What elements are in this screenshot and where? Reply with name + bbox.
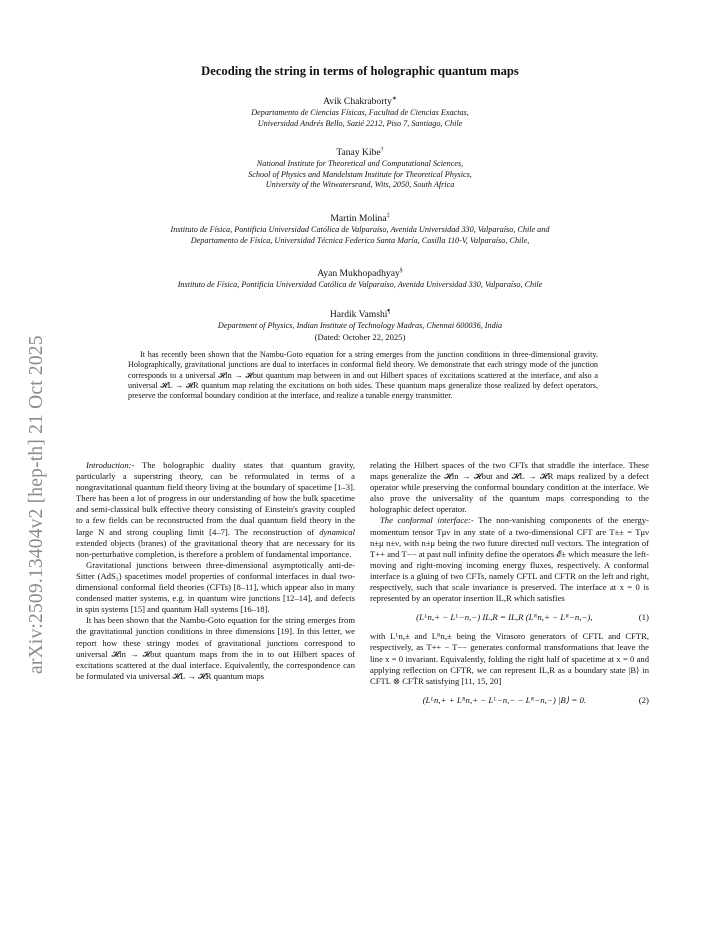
affiliation-line: Department of Physics, Indian Institute of Technology Madras, Chennai 600036, India — [217, 321, 503, 331]
author-name: Ayan Mukhopadhyay§ — [317, 268, 403, 280]
section-heading: Introduction:- — [86, 460, 135, 470]
dated-line: (Dated: October 22, 2025) — [314, 331, 406, 342]
arxiv-stamp — [8, 258, 56, 678]
arxiv-stamp-text: arXiv:2509.13404v2 [hep-th] 21 Oct 2025 — [26, 335, 47, 674]
author-block-2 — [70, 144, 650, 191]
abstract: It has recently been shown that the Nambu-Goto equation for a string emerges from the junction conditions in three-dimensional gravity. Holographically, gravitational junctions are dual to interfaces in conformal field theory. We demonstrate that each stringy mode of the junction corresponds to a universal 𝓗in → 𝓗out quantum map between in and out Hilbert spaces of excitations scattered at the interface, and also a universal 𝓗L → 𝓗R quantum map relating the excitations on both sides. These quantum maps generalize those realized by defect operators, preserve the conformal boundary condition at the interface, and realize a tunable energy transmitter. — [128, 350, 598, 401]
paragraph: It has been shown that the Nambu-Goto equation for the string emerges from the gravitational junction conditions in three dimensions [19]. In this letter, we report how these stringy modes of gravitational junctions correspond to universal 𝓗in → 𝓗out quantum maps from the in to out Hilbert spaces of excitations scattered at the dual interface. Equivalently, the correspondence can be formulated via universal 𝓗L → 𝓗R quantum maps — [76, 615, 355, 681]
equation-body: (Lᴸn,+ − Lᴸ−n,−) IL,R = IL,R (Lᴿn,+ − Lᴿ−n,−), — [416, 612, 593, 623]
equation-number: (1) — [638, 612, 649, 623]
affiliation-line: School of Physics and Mandelstam Institute for Theoretical Physics, — [248, 169, 472, 179]
conformal-interface-paragraph: The conformal interface:- The non-vanishing components of the energy-momentum tensor Tμν in any state of a two-dimensional CFT are T±± = Tμν n±μ n±ν, with n±μ being the two future directed null vectors. The integration of T++ and T−− at past null infinity define the operators 𝓔± which measure the left-moving and right-moving incoming energy fluxes, respectively. A conformal interface is a gluing of two CFTs, namely CFTL and CFTR on the left and right, respectively, such that scale invariance is preserved. The interface at x = 0 is represented by an operator insertion IL,R which satisfies — [370, 515, 649, 604]
author-name: Martín Molina‡ — [330, 213, 390, 225]
left-column — [76, 460, 355, 682]
author-name: Hardik Vamshi¶ — [329, 309, 391, 321]
affiliation-line: University of the Witwatersrand, Wits, 2050, South Africa — [265, 180, 455, 190]
intro-paragraph: Introduction:- The holographic duality states that quantum gravity, particularly a superstring theory, can be reformulated in terms of a nongravitational quantum field theory living at the boundary of spacetime [1–3]. There has been a lot of progress in our understanding of how the bulk spacetime and semi-classical bulk effective theory consisting of Einstein's gravity coupled to a few fields can be reconstructed from the dual quantum field theory in the large N and strong coupling limit [4–7]. The reconstruction of dynamical extended objects (branes) of the gravitational theory that are necessary for its non-perturbative completion, is therefore a problem of fundamental importance. — [76, 460, 355, 559]
author-block-3 — [70, 210, 650, 246]
equation-1 — [370, 612, 649, 623]
equation-number: (2) — [638, 694, 649, 705]
section-heading: The conformal interface:- — [380, 515, 474, 526]
paragraph: relating the Hilbert spaces of the two CFTs that straddle the interface. These maps generalize the 𝓗in → 𝓗out and 𝓗L → 𝓗R maps realized by a defect operator while preserving the conformal boundary condition at the interface. We also prove the universality of the quantum maps corresponding to the holographic defect operator. — [370, 460, 649, 515]
affiliation-line: Departamento de Ciencias Físicas, Facultad de Ciencias Exactas, — [251, 108, 469, 118]
paper-title: Decoding the string in terms of holographic quantum maps — [201, 64, 519, 78]
author-name: Tanay Kibe† — [336, 147, 384, 159]
author-name: Avik Chakraborty∗ — [323, 96, 397, 108]
author-block-4 — [70, 265, 650, 291]
affiliation-line: Instituto de Física, Pontificia Universidad Católica de Valparaíso, Avenida Universidad 330, Valparaíso, Chile and — [170, 225, 550, 235]
author-block-5 — [70, 306, 650, 343]
equation-body: (Lᴸn,+ + Lᴿn,+ − Lᴸ−n,− − Lᴿ−n,−) |B⟩ = 0. — [422, 694, 587, 705]
paragraph: Gravitational junctions between three-dimensional asymptotically anti-de-Sitter (AdS₃) spacetimes model properties of conformal interfaces in dual two-dimensional conformal field theories (CFTs) [8–11], which appear also in many condensed matter systems, e.g. in quantum wire junctions [12–14], and defects in spin systems [15] and quantum Hall systems [16–18]. — [76, 559, 355, 615]
paragraph: with Lᴸn,± and Lᴿn,± being the Virasoro generators of CFTL and CFTR, respectively, as T++ − T−− generates conformal transformations that leave the line x = 0 invariant. Equivalently, folding the right half of spacetime at x = 0 and applying reflection on CFTR, we can represent IL,R as a boundary state |B⟩ in CFTL ⊗ CFT̄R satisfying [11, 15, 20] — [370, 631, 649, 686]
affiliation-line: Departamento de Física, Universidad Técnica Federico Santa María, Casilla 110-V, Valparaíso, Chile, — [190, 235, 530, 245]
affiliation-line: National Institute for Theoretical and Computational Sciences, — [256, 159, 464, 169]
right-column — [370, 460, 649, 714]
author-block-1 — [70, 93, 650, 129]
equation-2 — [370, 695, 649, 706]
affiliation-line: Universidad Andrés Bello, Sazié 2212, Piso 7, Santiago, Chile — [257, 118, 463, 128]
affiliation-line: Instituto de Física, Pontificia Universidad Católica de Valparaíso, Avenida Universidad 330, Valparaíso, Chile — [177, 280, 543, 290]
